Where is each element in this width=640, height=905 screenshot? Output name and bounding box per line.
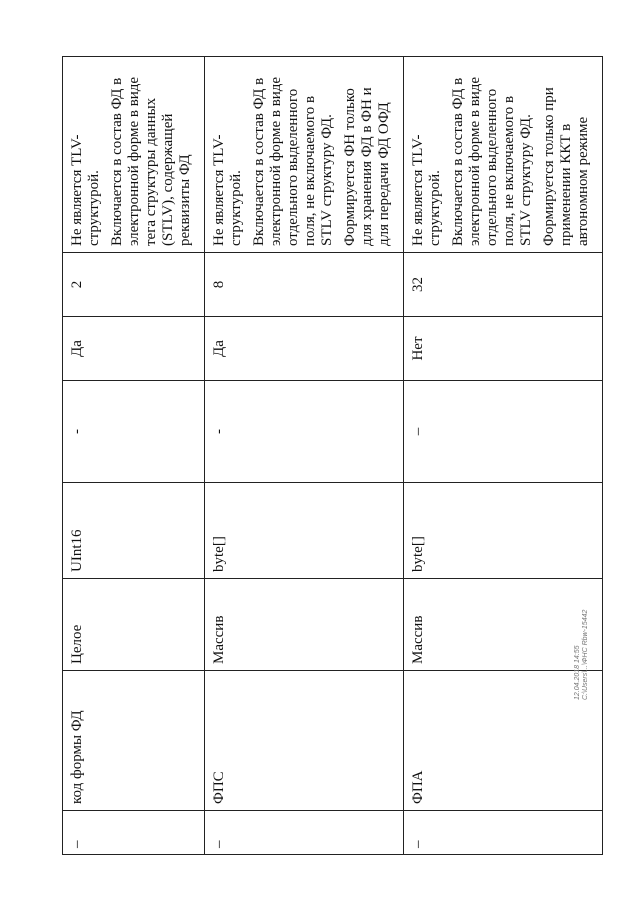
description-line: Включается в состав ФД в электронной форме в виде отдельного выделенного поля, не включаемого в STLV структуру ФД. xyxy=(251,76,335,246)
stamp-path: С:\Users\...\ФНС Rbw-15442 xyxy=(582,609,589,700)
requisites-table xyxy=(62,56,603,855)
description-cell xyxy=(205,57,404,253)
max-length: 32 xyxy=(404,253,603,317)
print-stamp xyxy=(574,580,590,700)
description-cell xyxy=(404,57,603,253)
data-format: byte[] xyxy=(404,483,603,579)
data-type: Массив xyxy=(205,579,404,671)
description-line: Формируется ФН только для хранения ФД в ФН и для передачи ФД ОФД xyxy=(342,87,392,246)
data-format: UInt16 xyxy=(63,483,205,579)
required-flag: Да xyxy=(63,317,205,381)
row-number: – xyxy=(63,811,205,855)
requisite-name: код формы ФД xyxy=(63,671,205,811)
tag-dash: - xyxy=(205,381,404,483)
description-line: Формируется только при применении ККТ в автономном режиме xyxy=(541,87,591,246)
row-number: – xyxy=(205,811,404,855)
tag-dash: - xyxy=(63,381,205,483)
tag-dash: – xyxy=(404,381,603,483)
table-row xyxy=(63,57,205,855)
required-flag: Да xyxy=(205,317,404,381)
required-flag: Нет xyxy=(404,317,603,381)
table-row xyxy=(404,57,603,855)
table-row xyxy=(205,57,404,855)
data-type: Массив xyxy=(404,579,603,671)
max-length: 8 xyxy=(205,253,404,317)
row-number: – xyxy=(404,811,603,855)
description-line: Не является TLV-структурой. xyxy=(211,134,244,246)
description-cell xyxy=(63,57,205,253)
data-format: byte[] xyxy=(205,483,404,579)
requisite-name: ФПС xyxy=(205,671,404,811)
stamp-date: 12.04.2018 14:55 xyxy=(574,645,581,700)
data-type: Целое xyxy=(63,579,205,671)
requisite-name: ФПА xyxy=(404,671,603,811)
max-length: 2 xyxy=(63,253,205,317)
description-line: Не является TLV-структурой. xyxy=(410,134,443,246)
description-line: Включается в состав ФД в электронной форме в виде тега структуры данных (STLV), содержащей реквизиты ФД xyxy=(109,76,193,246)
description-line: Не является TLV-структурой. xyxy=(69,134,102,246)
description-line: Включается в состав ФД в электронной форме в виде отдельного выделенного поля, не включаемого в STLV структуру ФД. xyxy=(450,76,534,246)
